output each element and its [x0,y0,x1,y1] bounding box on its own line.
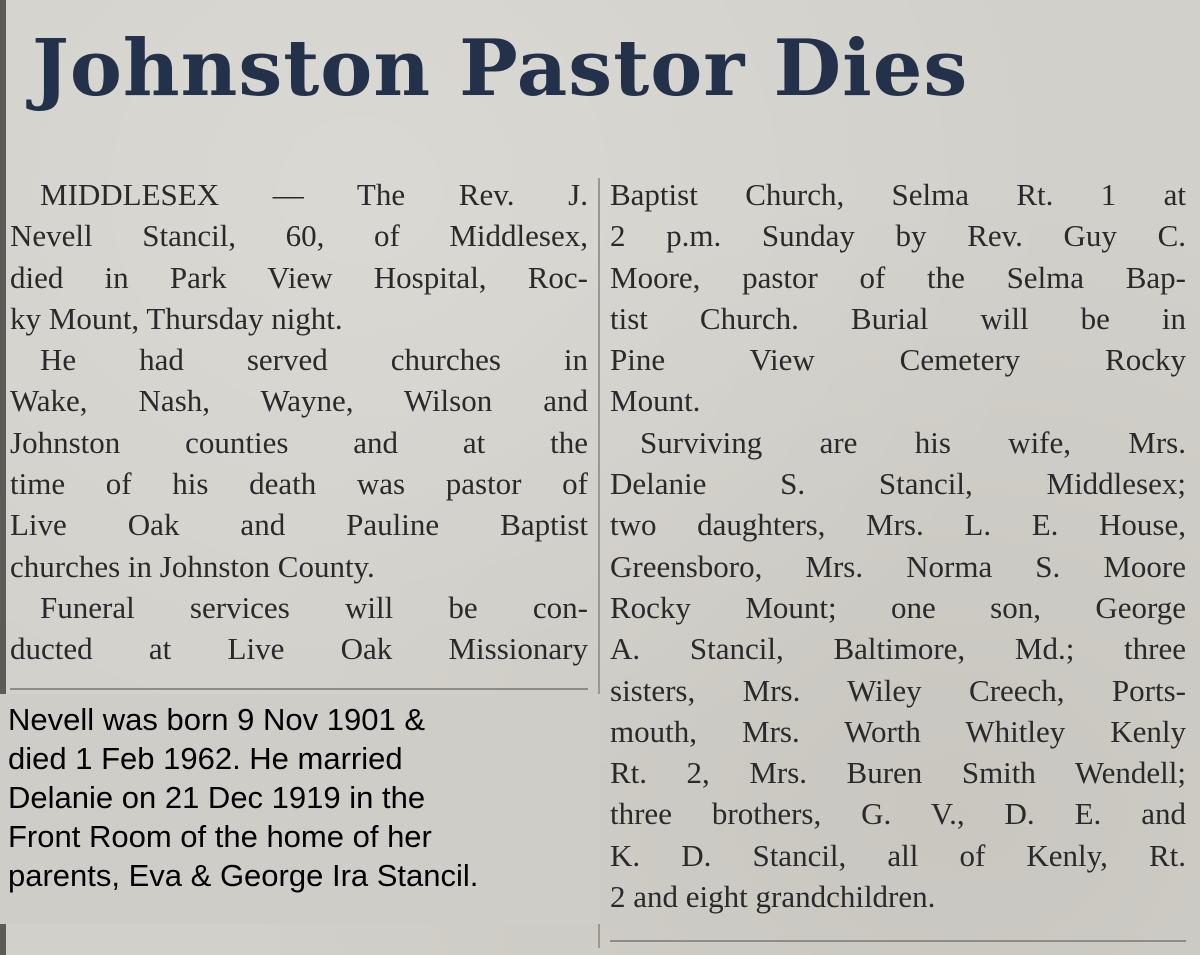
annotation-line: parents, Eva & George Ira Stancil. [8,858,479,893]
right-column-line: K. D. Stancil, all of Kenly, Rt. [610,837,1186,873]
left-column-line: Johnston counties and at the [10,424,588,460]
right-column-line: Pine View Cemetery Rocky [610,342,1186,378]
left-column-line: Funeral services will be con- [40,589,588,625]
right-column-line: mouth, Mrs. Worth Whitley Kenly [610,713,1186,749]
left-column-line: Wake, Nash, Wayne, Wilson and [10,383,588,419]
right-column-line: A. Stancil, Baltimore, Md.; three [610,631,1186,667]
right-column-line: 2 p.m. Sunday by Rev. Guy C. [610,218,1186,254]
left-column-line: Live Oak and Pauline Baptist [10,507,588,543]
left-column-line: died in Park View Hospital, Roc- [10,259,588,295]
left-column-line: time of his death was pastor of [10,466,588,502]
right-column-line: Mount. [610,383,701,419]
left-column-line: ducted at Live Oak Missionary [10,631,588,667]
right-column-line: Moore, pastor of the Selma Bap- [610,259,1186,295]
left-column-line: ky Mount, Thursday night. [10,300,343,336]
right-column-line: two daughters, Mrs. L. E. House, [610,507,1186,543]
annotation-line: Delanie on 21 Dec 1919 in the [8,780,426,815]
annotation-line: died 1 Feb 1962. He married [8,741,403,776]
right-column-end-rule [610,940,1186,942]
right-column-line: Rt. 2, Mrs. Buren Smith Wendell; [610,755,1186,791]
right-column-line: three brothers, G. V., D. E. and [610,796,1186,832]
right-column-line: tist Church. Burial will be in [610,300,1186,336]
annotation-note [8,700,600,895]
right-column-line: sisters, Mrs. Wiley Creech, Ports- [610,672,1186,708]
headline: Johnston Pastor Dies [32,23,969,114]
left-column-line: churches in Johnston County. [10,548,375,584]
annotation-line: Nevell was born 9 Nov 1901 & [8,702,426,737]
right-column [610,174,1186,917]
right-column-line: Greensboro, Mrs. Norma S. Moore [610,548,1186,584]
left-column-end-rule [10,688,588,690]
left-column-line: He had served churches in [40,342,588,378]
right-column-line: Surviving are his wife, Mrs. [640,424,1186,460]
right-column-line: 2 and eight grandchildren. [610,879,936,915]
right-column-line: Baptist Church, Selma Rt. 1 at [610,177,1186,212]
left-column-line: Nevell Stancil, 60, of Middlesex, [10,218,588,254]
left-column [10,174,588,670]
left-column-line: MIDDLESEX — The Rev. J. [40,177,588,212]
right-column-line: Delanie S. Stancil, Middlesex; [610,466,1186,502]
right-column-line: Rocky Mount; one son, George [610,589,1186,625]
annotation-line: Front Room of the home of her [8,819,432,854]
